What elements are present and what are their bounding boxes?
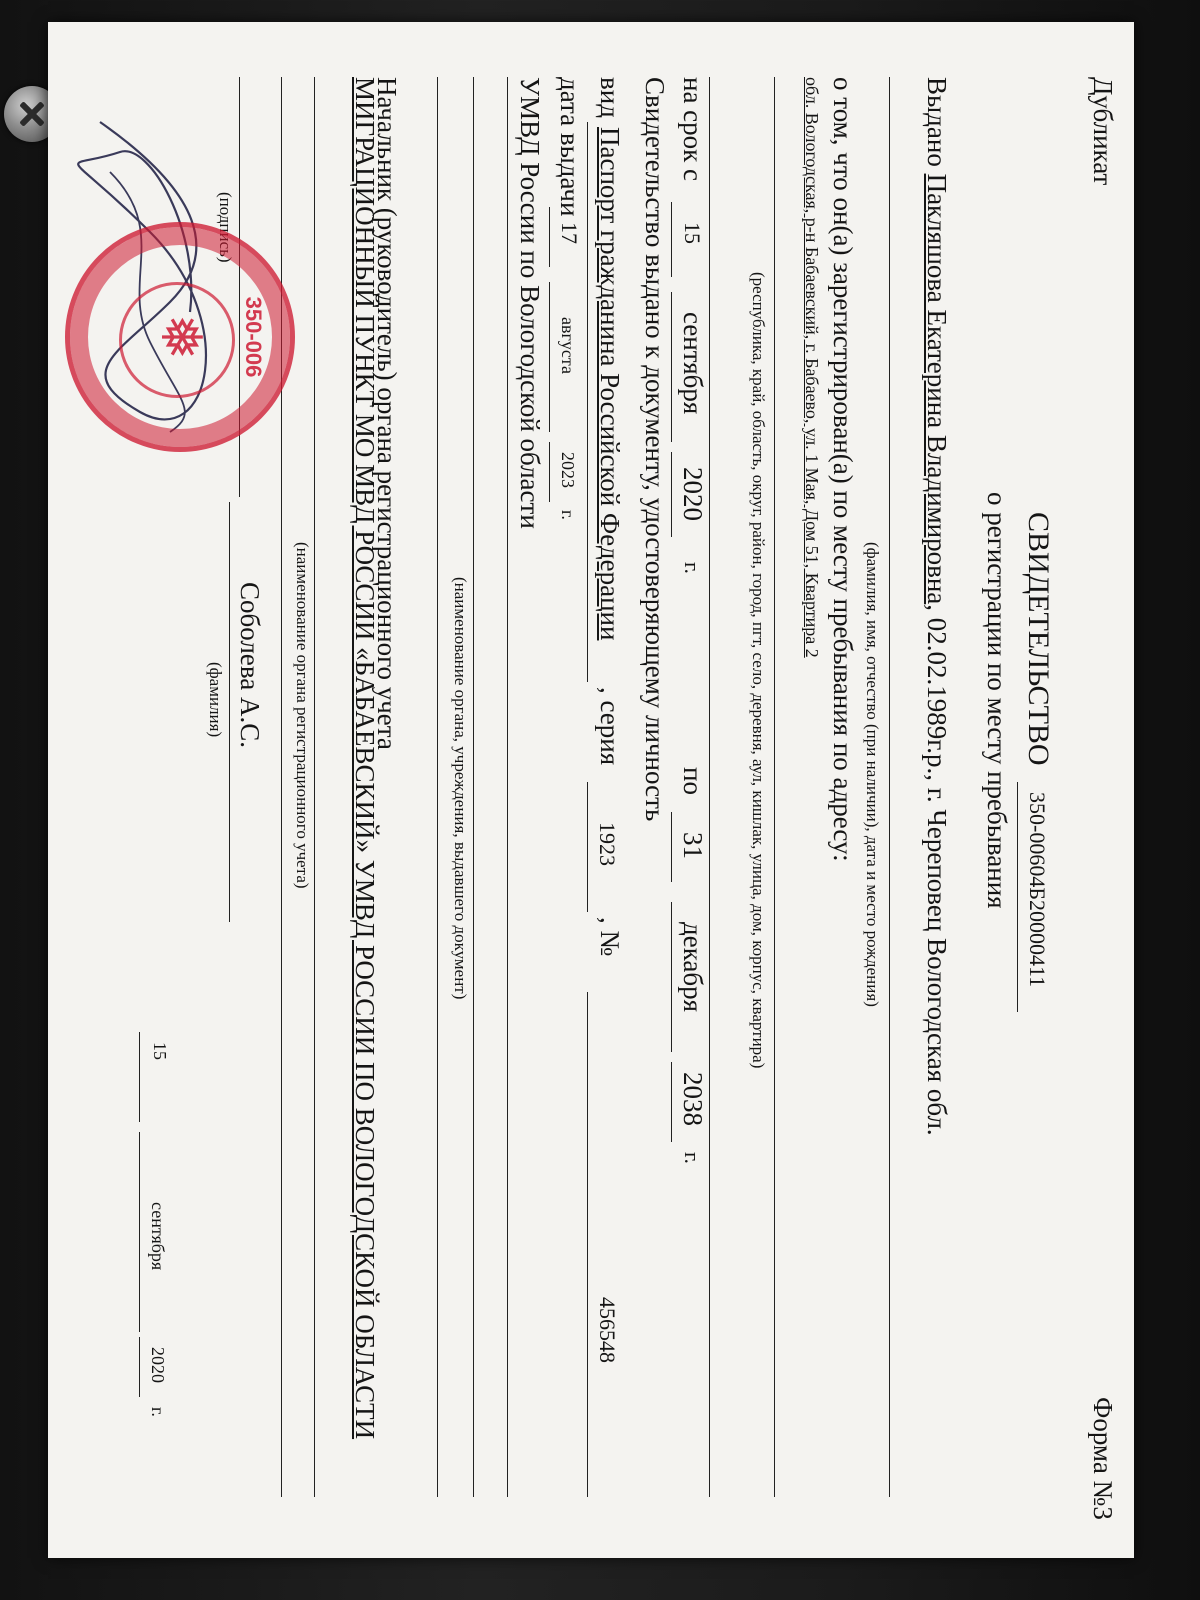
certificate-title: СВИДЕТЕЛЬСТВО — [1022, 512, 1055, 766]
document-statement: Свидетельство выдано к документу, удостоверяющему личность — [640, 77, 670, 822]
term-to-suffix: г. — [680, 1152, 705, 1165]
term-label: на срок с — [678, 77, 708, 182]
term-from-month-line — [671, 292, 672, 442]
address-line — [774, 77, 775, 1497]
date-day-line — [139, 1032, 140, 1122]
signature-caption: (подпись) — [216, 192, 235, 263]
date-suffix: г. — [148, 1407, 168, 1417]
document-issue-month-line — [549, 282, 550, 432]
issued-to-label: Выдано — [922, 77, 952, 167]
term-to-year: 2038 — [678, 1072, 708, 1126]
term-to-month-line — [671, 902, 672, 1052]
document-series: 1923 — [595, 822, 620, 866]
document-series-label: , серия — [595, 687, 625, 766]
term-from-day-line — [671, 202, 672, 277]
term-from-year-line — [671, 452, 672, 537]
official-caption: (фамилия) — [206, 662, 225, 738]
document-number: 456548 — [595, 1297, 620, 1363]
term-to-year-line — [671, 1062, 672, 1142]
address-line-2 — [709, 77, 710, 1497]
authority-name: МИГРАЦИОННЫЙ ПУНКТ МО МВД РОССИИ «БАБАЕВСКИЙ» УМВД РОССИИ ПО ВОЛОГОДСКОЙ ОБЛАСТИ — [350, 77, 380, 1440]
document-issue-label: дата выдачи — [555, 77, 585, 217]
authority-caption: (наименование органа регистрационного учета) — [293, 542, 312, 889]
document-issue-suffix: г. — [558, 510, 578, 520]
term-to-day-line — [671, 812, 672, 882]
address-intro: о том, что он(а) зарегистрирован(а) по месту пребывания по адресу: — [828, 77, 858, 862]
official-name: Соболева А.С. — [235, 582, 265, 748]
date-year: 2020 — [148, 1347, 168, 1383]
term-from-year: 2020 — [678, 467, 708, 521]
document-issuer: УМВД России по Вологодской области — [515, 77, 545, 529]
date-day: 15 — [150, 1042, 170, 1060]
document-type-label: вид — [595, 77, 625, 118]
issued-to-caption: (фамилия, имя, отчество (при наличии), дата и место рождения) — [863, 542, 882, 1007]
document-number-line — [587, 992, 588, 1497]
stamp-code: 350-006 — [241, 296, 266, 378]
official-line — [229, 502, 230, 922]
issued-label — [921, 77, 952, 1136]
authority-head-label: Начальник (руководитель) органа регистрационного учета — [372, 77, 402, 750]
document-issuer-line — [507, 77, 508, 1497]
document-type-line — [587, 122, 588, 682]
authority-name-line-1 — [350, 77, 380, 1497]
certificate-form — [50, 22, 1130, 1552]
document-sheet — [48, 22, 1134, 1558]
document-type: Паспорт гражданина Российской Федерации — [595, 127, 625, 641]
form-number: Форма №3 — [1088, 1397, 1118, 1520]
address-value: обл. Вологодская, р-н Бабаевский, г. Бабаево, ул. 1 Мая, Дом 51, Квартира 2 — [802, 77, 822, 658]
duplicate-label: Дубликат — [1088, 77, 1118, 186]
certificate-subtitle: о регистрации по месту пребывания — [982, 492, 1012, 909]
term-to-day: 31 — [678, 832, 708, 859]
certificate-number: 350-00604Б20000411 — [1025, 792, 1050, 988]
document-issuer-line-2 — [473, 77, 474, 1497]
document-issue-day: 17 — [557, 222, 582, 244]
double-headed-eagle-icon: ❅ — [149, 313, 211, 361]
issued-to-details: , 02.02.1989г.р., г. Череповец Вологодская обл. — [922, 604, 952, 1136]
term-from-suffix: г. — [680, 562, 705, 575]
document-series-line — [587, 782, 588, 912]
document-number-label: , № — [595, 917, 625, 957]
authority-line — [314, 77, 315, 1497]
official-stamp — [65, 222, 295, 452]
term-to-label: по — [678, 767, 708, 795]
term-from-month: сентября — [678, 312, 708, 415]
document-issuer-caption: (наименование органа, учреждения, выдавшего документ) — [451, 577, 470, 1000]
document-issue-year: 2023 — [558, 452, 578, 488]
document-issue-month: августа — [558, 317, 578, 374]
date-month: сентября — [148, 1202, 168, 1271]
address-caption: (республика, край, область, округ, район, город, пгт, село, деревня, аул, кишлак, улица, дом, корпус, квартира) — [749, 272, 768, 1069]
certificate-number-line — [1017, 782, 1018, 1012]
issued-to-line — [889, 77, 890, 1497]
date-month-line — [139, 1132, 140, 1332]
document-issue-year-line — [549, 442, 550, 502]
document-issuer-line-3 — [437, 77, 438, 1497]
term-from-day: 15 — [680, 222, 705, 244]
term-to-month: декабря — [678, 922, 708, 1013]
issued-to-name: Пакляшова Екатерина Владимировна — [922, 173, 952, 605]
date-year-line — [139, 1337, 140, 1397]
document-issue-day-line — [549, 207, 550, 267]
